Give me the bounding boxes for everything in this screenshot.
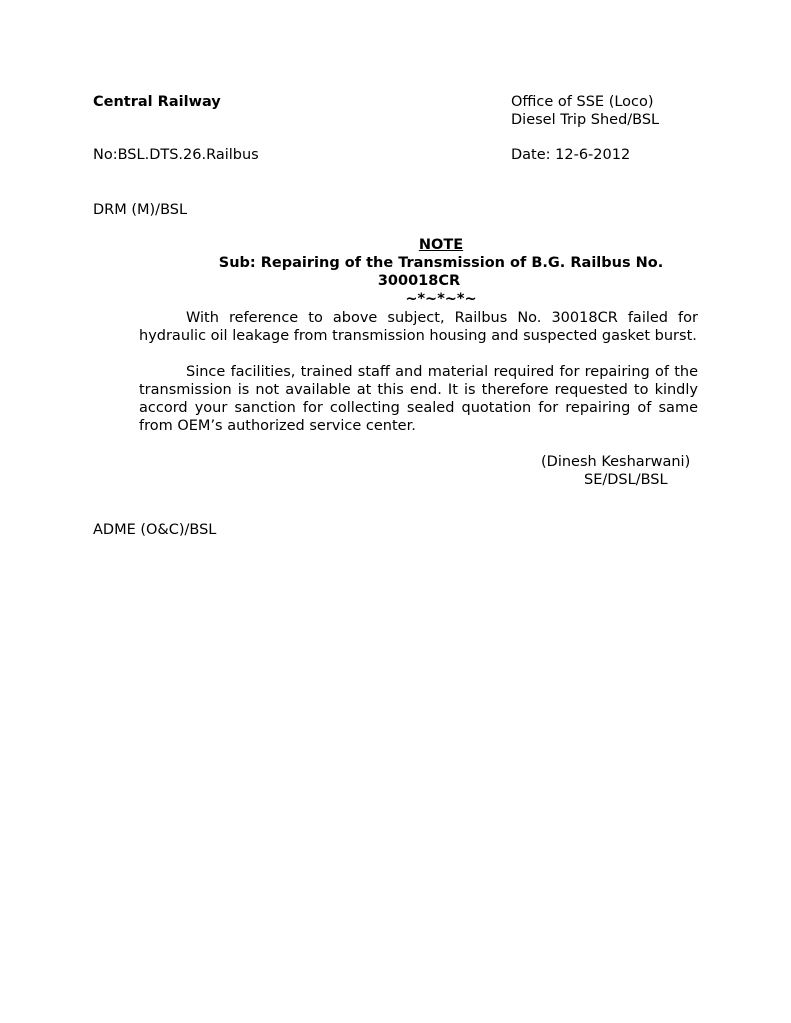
subject-line-2: 300018CR bbox=[377, 273, 461, 289]
signatory-designation: SE/DSL/BSL bbox=[584, 472, 668, 488]
reference-number: No:BSL.DTS.26.Railbus bbox=[93, 147, 259, 163]
note-heading: NOTE bbox=[418, 237, 464, 253]
signatory-name: (Dinesh Kesharwani) bbox=[541, 454, 691, 470]
body-paragraph-2: Since facilities, trained staff and material required for repairing of the transmission is not available at this end. It is therefore requested to kindly accord your sanction for collecting sealed quotation for repairing of same from OEM’s authorized service center. bbox=[139, 364, 698, 434]
office-location: Diesel Trip Shed/BSL bbox=[511, 112, 660, 128]
organization-name: Central Railway bbox=[93, 94, 221, 110]
office-name: Office of SSE (Loco) bbox=[511, 94, 654, 110]
document-date: Date: 12-6-2012 bbox=[511, 147, 631, 163]
subject-line-1: Sub: Repairing of the Transmission of B.G. Railbus No. bbox=[218, 255, 664, 271]
body-paragraph-1: With reference to above subject, Railbus No. 30018CR failed for hydraulic oil leakage from transmission housing and suspected gasket burst. bbox=[139, 310, 698, 344]
separator-ornament: ~*~*~*~ bbox=[405, 291, 477, 307]
addressee: DRM (M)/BSL bbox=[93, 202, 188, 218]
copy-to-recipient: ADME (O&C)/BSL bbox=[93, 522, 217, 538]
